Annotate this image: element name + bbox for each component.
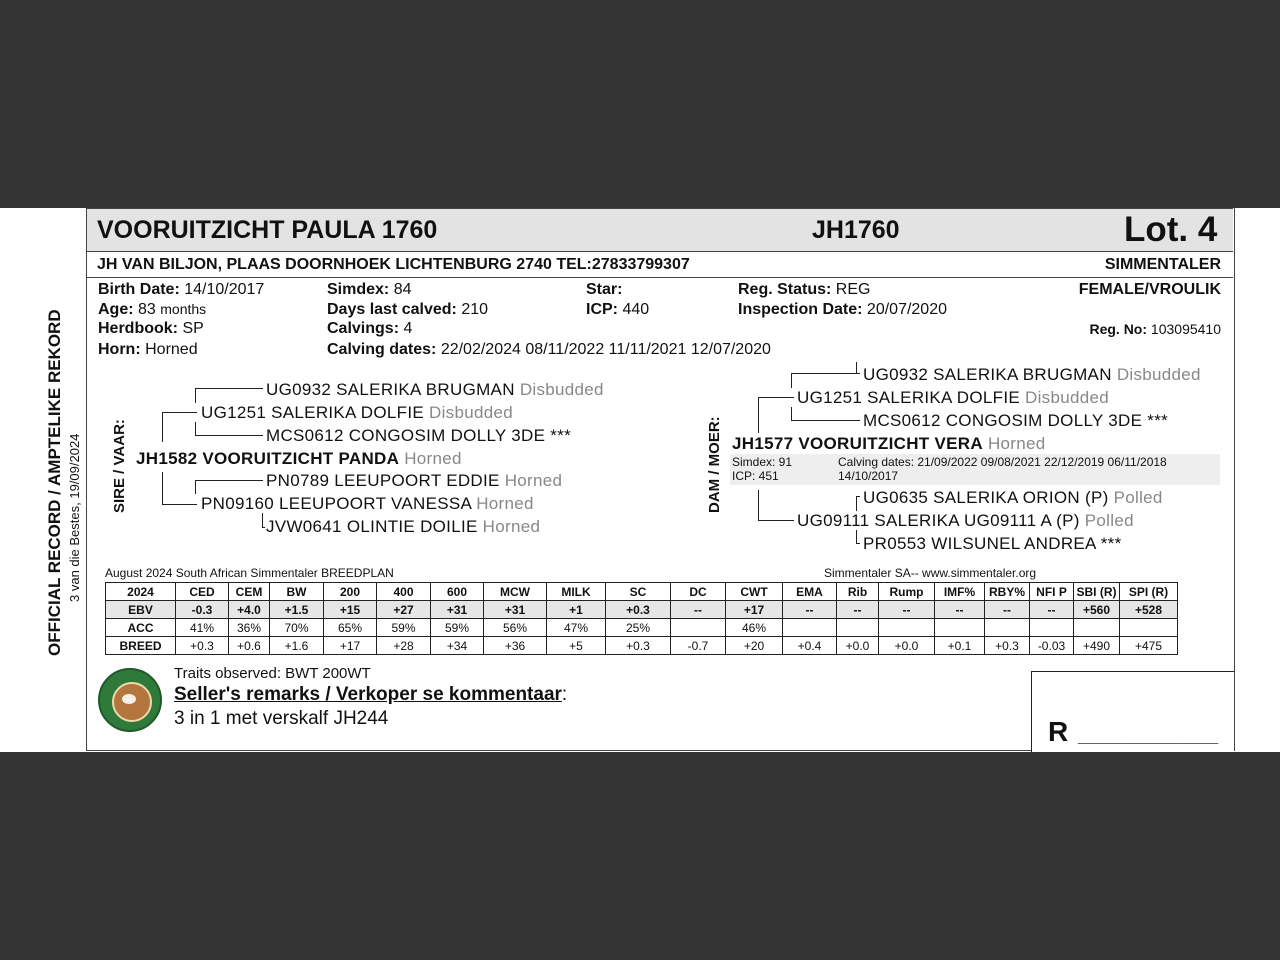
breed-cell: +0.6 (229, 637, 270, 655)
table-row-ebv (106, 601, 1178, 619)
ebv-cell: -- (879, 601, 935, 619)
acc-cell: 46% (726, 619, 783, 637)
ebv-cell: +1.5 (270, 601, 324, 619)
sex-label: FEMALE/VROULIK (1078, 281, 1221, 298)
remarks-text: 3 in 1 met verskalf JH244 (174, 708, 389, 729)
breed-cell: +17 (324, 637, 377, 655)
calvings: Calvings: 4 (327, 320, 413, 337)
breed-cell: +5 (547, 637, 606, 655)
breed-cell: +36 (484, 637, 547, 655)
acc-cell (935, 619, 985, 637)
calving-dates: Calving dates: 22/02/2024 08/11/2022 11/11/2021 12/07/2020 (327, 341, 771, 358)
dam-dam-sire: UG0635 SALERIKA ORION (P) Polled (863, 488, 1163, 507)
dam-animal: JH1577 VOORUITZICHT VERA Horned (732, 434, 1046, 453)
breed-cell: -0.7 (671, 637, 726, 655)
acc-cell: 65% (324, 619, 377, 637)
acc-cell (671, 619, 726, 637)
header-cell: 400 (377, 583, 431, 601)
table-header-row (106, 583, 1178, 601)
sire-dam-dam: JVW0641 OLINTIE DOILIE Horned (266, 517, 541, 536)
header-cell: 200 (324, 583, 377, 601)
sire-sire-sire: UG0932 SALERIKA BRUGMAN Disbudded (266, 380, 604, 399)
breed-label: SIMMENTALER (1104, 256, 1221, 273)
dam-calving-dates-2: 14/10/2017 (838, 469, 899, 483)
header-cell: CWT (726, 583, 783, 601)
ebv-cell: -0.3 (176, 601, 229, 619)
breed-cell: -0.03 (1030, 637, 1074, 655)
dam-label: DAM / MOER: (706, 416, 723, 513)
sire-dam: PN09160 LEEUPOORT VANESSA Horned (201, 494, 534, 513)
acc-cell: 56% (484, 619, 547, 637)
icp: ICP: 440 (586, 301, 650, 318)
owner-line: JH VAN BILJON, PLAAS DOORNHOEK LICHTENBURG 2740 TEL:27833799307 (97, 256, 690, 273)
ebv-cell: -- (783, 601, 837, 619)
ebv-cell: +15 (324, 601, 377, 619)
header-cell: RBY% (985, 583, 1030, 601)
acc-cell (1074, 619, 1120, 637)
acc-cell (1030, 619, 1074, 637)
header-cell: MCW (484, 583, 547, 601)
reg-no: Reg. No: 103095410 (1089, 321, 1221, 337)
acc-cell (1120, 619, 1178, 637)
acc-cell: 59% (431, 619, 484, 637)
acc-cell: 59% (377, 619, 431, 637)
inspection-date: Inspection Date: 20/07/2020 (738, 301, 947, 318)
animal-code: JH1760 (812, 216, 900, 244)
horn: Horn: Horned (98, 341, 198, 358)
herdbook: Herdbook: SP (98, 320, 204, 337)
lot-record-sheet (0, 208, 1280, 752)
reg-status: Reg. Status: REG (738, 281, 871, 298)
breed-cell: +0.1 (935, 637, 985, 655)
ebv-cell: -- (935, 601, 985, 619)
table-row-breed (106, 637, 1178, 655)
header-cell: Rib (837, 583, 879, 601)
acc-cell: 36% (229, 619, 270, 637)
breed-cell: +0.3 (176, 637, 229, 655)
breed-cell: +0.3 (985, 637, 1030, 655)
dam-sire-sire: UG0932 SALERIKA BRUGMAN Disbudded (863, 365, 1201, 384)
breed-cell: +20 (726, 637, 783, 655)
ebv-cell: +31 (431, 601, 484, 619)
days-last-calved: Days last calved: 210 (327, 301, 489, 318)
acc-cell: 25% (606, 619, 671, 637)
header-cell: SC (606, 583, 671, 601)
acc-cell (783, 619, 837, 637)
acc-cell (879, 619, 935, 637)
ebv-cell: EBV (106, 601, 176, 619)
acc-cell: 70% (270, 619, 324, 637)
acc-cell: 47% (547, 619, 606, 637)
source-label: 3 van die Bestes, 19/09/2024 (67, 433, 82, 602)
ebv-cell: +528 (1120, 601, 1178, 619)
header-cell: NFI P (1030, 583, 1074, 601)
price-currency: R (1048, 716, 1069, 747)
breed-cell: +0.3 (606, 637, 671, 655)
dam-sire-dam: MCS0612 CONGOSIM DOLLY 3DE *** (863, 411, 1169, 430)
breed-cell: +0.4 (783, 637, 837, 655)
ebv-cell: -- (837, 601, 879, 619)
ebv-cell: +31 (484, 601, 547, 619)
header-cell: MILK (547, 583, 606, 601)
ebv-cell: +560 (1074, 601, 1120, 619)
remarks-heading: Seller's remarks / Verkoper se kommentaar: (174, 684, 568, 705)
ebv-table (105, 582, 1178, 655)
traits-observed: Traits observed: BWT 200WT (174, 665, 371, 682)
ebv-cell: -- (1030, 601, 1074, 619)
breed-cell: +490 (1074, 637, 1120, 655)
breedplan-caption: August 2024 South African Simmentaler BREEDPLAN (105, 566, 394, 580)
dam-dam-dam: PR0553 WILSUNEL ANDREA *** (863, 534, 1122, 553)
ebv-cell: +27 (377, 601, 431, 619)
ebv-cell: -- (985, 601, 1030, 619)
acc-cell (985, 619, 1030, 637)
header-cell: CED (176, 583, 229, 601)
animal-name: VOORUITZICHT PAULA 1760 (97, 216, 438, 244)
age: Age: 83 months (98, 301, 207, 318)
ebv-cell: +4.0 (229, 601, 270, 619)
ebv-cell: +17 (726, 601, 783, 619)
simdex: Simdex: 84 (327, 281, 412, 298)
header-cell: CEM (229, 583, 270, 601)
price-box (1031, 671, 1234, 752)
header-cell: Rump (879, 583, 935, 601)
header-cell: SBI (R) (1074, 583, 1120, 601)
dam-icp: ICP: 451 (732, 469, 779, 483)
acc-cell: 41% (176, 619, 229, 637)
ebv-cell: +0.3 (606, 601, 671, 619)
acc-cell (837, 619, 879, 637)
dam-sire: UG1251 SALERIKA DOLFIE Disbudded (797, 388, 1109, 407)
sire-sire-dam: MCS0612 CONGOSIM DOLLY 3DE *** (266, 426, 572, 445)
official-record-label: OFFICIAL RECORD / AMPTELIKE REKORD (45, 309, 64, 656)
ebv-cell: -- (671, 601, 726, 619)
birth-date: Birth Date: 14/10/2017 (98, 281, 265, 298)
sire-label: SIRE / VAAR: (111, 419, 128, 513)
header-cell: BW (270, 583, 324, 601)
sire-animal: JH1582 VOORUITZICHT PANDA Horned (136, 449, 462, 468)
header-cell: 2024 (106, 583, 176, 601)
breed-cell: +1.6 (270, 637, 324, 655)
simmentaler-logo-icon (98, 668, 162, 732)
price-line[interactable]: __________________ (1078, 728, 1219, 744)
breed-cell: +0.0 (879, 637, 935, 655)
breed-cell: +0.0 (837, 637, 879, 655)
breedplan-website: Simmentaler SA-- www.simmentaler.org (824, 566, 1037, 580)
sire-sire: UG1251 SALERIKA DOLFIE Disbudded (201, 403, 513, 422)
table-row-acc (106, 619, 1178, 637)
dam-dam: UG09111 SALERIKA UG09111 A (P) Polled (797, 511, 1134, 530)
dam-calving-dates: Calving dates: 21/09/2022 09/08/2021 22/12/2019 06/11/2018 (838, 455, 1167, 469)
header-cell: IMF% (935, 583, 985, 601)
dam-simdex: Simdex: 91 (732, 455, 793, 469)
breed-cell: +475 (1120, 637, 1178, 655)
breed-cell: +34 (431, 637, 484, 655)
star: Star: (586, 281, 623, 298)
acc-cell: ACC (106, 619, 176, 637)
header-cell: DC (671, 583, 726, 601)
ebv-cell: +1 (547, 601, 606, 619)
breed-cell: BREED (106, 637, 176, 655)
header-cell: SPI (R) (1120, 583, 1178, 601)
breed-cell: +28 (377, 637, 431, 655)
lot-number: Lot. 4 (1124, 210, 1218, 249)
header-cell: EMA (783, 583, 837, 601)
sire-dam-sire: PN0789 LEEUPOORT EDDIE Horned (266, 471, 563, 490)
header-cell: 600 (431, 583, 484, 601)
